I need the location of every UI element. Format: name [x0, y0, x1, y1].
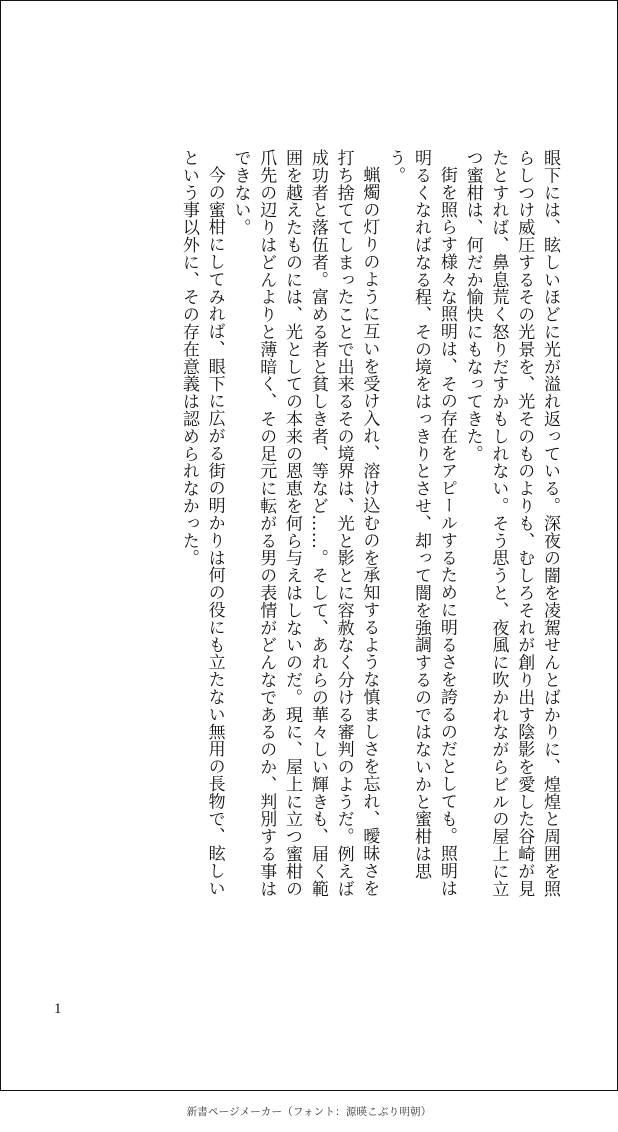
paragraph-3: 蝋燭の灯りのように互いを受け入れ、溶け込むのを承知するような慎ましさを忘れ、曖昧さを打ち捨ててしまったことで出来るその境界は、光と影とに容赦なく分ける審判のようだ。例えば成功者と落伍者。富める者と貧しき者、等など……。そして、あれらの華々しい輝きも、届く範囲を越えたものには、光としての本来の恩恵を何ら与えはしないのだ。現に、屋上に立つ蜜柑の爪先の辺りはどんよりと薄暗く、その足元に転がる男の表情がどんなであるのか、判別する事はできない。 [230, 149, 380, 898]
page-number: 1 [54, 1001, 62, 1017]
paragraph-1: 眼下には、眩しいほどに光が溢れ返っている。深夜の闇を凌駕せんとばかりに、煌煌と周囲を照らしつけ威圧するその光景を、光そのものよりも、むしろそれが創り出す陰影を愛した谷崎が見たとすれば、鼻息荒く怒りだすかもしれない。そう思うと、夜風に吹かれながらビルの屋上に立つ蜜柑は、何だか愉快にもなってきた。 [462, 149, 560, 898]
footer-credit: 新書ページメーカー（フォント：源暎こぶり明朝） [186, 1106, 432, 1118]
paragraph-4: 今の蜜柑にしてみれば、眼下に広がる街の明かりは何の役にも立たない無用の長物で、眩しいという事以外に、その存在意義は認められなかった。 [178, 149, 225, 897]
paragraph-2: 街を照らす様々な照明は、その存在をアピールするために明るさを誇るのだとしても。照明は明るくなればなる程、その境をはっきりとさせ、却って闇を強調するのではないかと蜜柑は思う。 [385, 149, 457, 897]
vertical-body-text [67, 149, 562, 909]
